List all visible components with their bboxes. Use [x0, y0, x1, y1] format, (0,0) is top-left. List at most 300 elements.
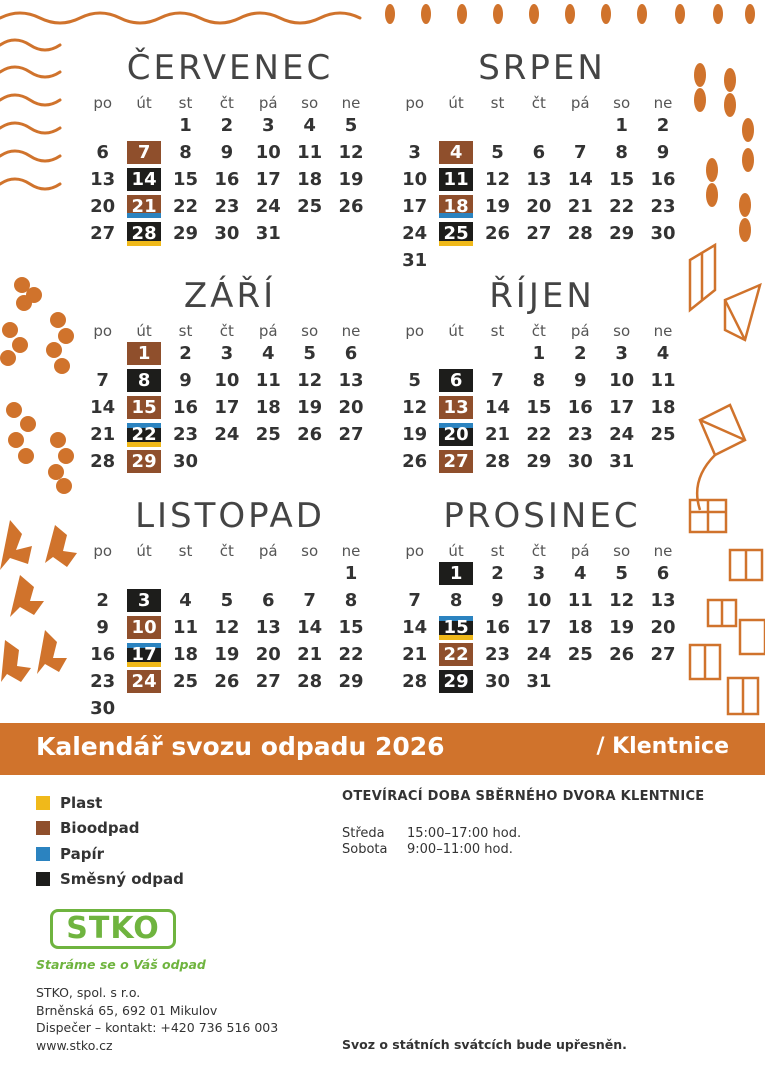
day-cell — [248, 367, 289, 394]
day-cell — [206, 112, 247, 139]
day-number: 28 — [90, 451, 116, 472]
day-number: 11 — [650, 370, 676, 391]
day-cell — [330, 340, 371, 367]
day-number: 10 — [609, 370, 635, 391]
day-number: 11 — [443, 169, 469, 190]
day-number: 6 — [261, 590, 275, 611]
day-number: 27 — [338, 424, 364, 445]
day-number: 13 — [255, 617, 281, 638]
empty-cell — [330, 695, 371, 722]
day-cell — [642, 560, 683, 587]
day-number: 16 — [484, 617, 510, 638]
day-number: 19 — [402, 424, 428, 445]
week-row — [394, 641, 690, 668]
day-number: 20 — [338, 397, 364, 418]
day-cell — [330, 614, 371, 641]
empty-cell — [82, 560, 123, 587]
weekday-header — [394, 542, 690, 560]
opening-hours — [342, 789, 704, 858]
empty-cell — [82, 340, 123, 367]
legend-item-plast: Plast — [36, 790, 184, 816]
day-number: 22 — [131, 424, 157, 445]
weekday-label: čt — [531, 94, 546, 112]
day-number: 18 — [172, 644, 198, 665]
day-cell — [601, 340, 642, 367]
day-cell — [206, 193, 247, 220]
day-number: 24 — [526, 644, 552, 665]
day-number: 30 — [484, 671, 510, 692]
empty-cell — [123, 112, 164, 139]
day-cell — [435, 614, 476, 641]
day-cell — [518, 614, 559, 641]
day-cell — [601, 193, 642, 220]
day-cell — [123, 367, 164, 394]
day-cell — [330, 112, 371, 139]
day-number: 5 — [344, 115, 358, 136]
weekday-label: pá — [258, 94, 278, 112]
day-cell — [435, 448, 476, 475]
day-cell — [206, 394, 247, 421]
day-number: 16 — [650, 169, 676, 190]
day-number: 13 — [338, 370, 364, 391]
day-number: 8 — [179, 142, 192, 163]
bio-swatch — [36, 821, 50, 835]
day-cell — [82, 367, 123, 394]
day-number: 7 — [408, 590, 421, 611]
day-cell — [123, 587, 164, 614]
day-number: 1 — [344, 563, 358, 584]
day-cell — [82, 139, 123, 166]
day-number: 12 — [609, 590, 635, 611]
day-cell — [165, 421, 206, 448]
opening-hours-title: OTEVÍRACÍ DOBA SBĚRNÉHO DVORA KLENTNICE — [342, 789, 705, 804]
weekday-label: st — [178, 322, 193, 340]
day-number: 11 — [172, 617, 198, 638]
day-number: 2 — [573, 343, 587, 364]
day-number: 4 — [656, 343, 670, 364]
day-cell — [330, 421, 371, 448]
company-slogan: Staráme se o Váš odpad — [36, 957, 206, 972]
day-number: 18 — [567, 617, 593, 638]
empty-cell — [248, 448, 289, 475]
day-number: 29 — [131, 451, 157, 472]
empty-cell — [394, 340, 435, 367]
stko-logo: STKO — [50, 909, 176, 949]
empty-cell — [477, 247, 518, 274]
day-number: 10 — [402, 169, 428, 190]
day-cell — [435, 220, 476, 247]
day-cell — [601, 448, 642, 475]
plast-swatch — [36, 796, 50, 810]
day-number: 19 — [609, 617, 635, 638]
day-number: 17 — [214, 397, 240, 418]
day-number: 24 — [255, 196, 281, 217]
day-cell — [165, 448, 206, 475]
day-cell — [330, 668, 371, 695]
company-address: STKO, spol. s r.o. Brněnská 65, 692 01 Mikulov Dispečer – kontakt: +420 736 516 003 www.stko.cz — [36, 985, 279, 1053]
day-number: 29 — [172, 223, 198, 244]
empty-cell — [289, 448, 330, 475]
day-cell — [82, 193, 123, 220]
day-cell — [206, 139, 247, 166]
day-number: 9 — [491, 590, 504, 611]
day-cell — [394, 193, 435, 220]
empty-cell — [330, 448, 371, 475]
day-number: 19 — [214, 644, 240, 665]
day-number: 11 — [297, 142, 323, 163]
weekday-label: so — [301, 94, 319, 112]
week-row — [82, 139, 378, 166]
day-number: 23 — [172, 424, 198, 445]
week-row — [394, 112, 690, 139]
day-cell — [642, 641, 683, 668]
day-cell — [123, 340, 164, 367]
day-number: 13 — [650, 590, 676, 611]
weekday-label: út — [448, 322, 464, 340]
day-cell — [165, 641, 206, 668]
day-cell — [248, 220, 289, 247]
empty-cell — [248, 695, 289, 722]
weekday-label: út — [136, 542, 152, 560]
day-number: 25 — [567, 644, 593, 665]
day-number: 19 — [297, 397, 323, 418]
day-number: 8 — [615, 142, 628, 163]
day-cell — [82, 587, 123, 614]
day-number: 19 — [338, 169, 364, 190]
holiday-note: Svoz o státních svátcích bude upřesněn. — [342, 1037, 627, 1052]
day-number: 12 — [338, 142, 364, 163]
day-number: 31 — [402, 250, 428, 271]
day-number: 31 — [255, 223, 281, 244]
day-cell — [601, 394, 642, 421]
day-cell — [206, 220, 247, 247]
day-cell — [435, 139, 476, 166]
empty-cell — [518, 112, 559, 139]
day-cell — [518, 394, 559, 421]
weekday-header — [82, 94, 378, 112]
day-cell — [248, 139, 289, 166]
day-cell — [601, 112, 642, 139]
banner-location: / Klentnice — [596, 734, 729, 759]
day-number: 28 — [402, 671, 428, 692]
week-row — [82, 112, 378, 139]
empty-cell — [248, 560, 289, 587]
weekday-header — [82, 322, 378, 340]
week-row — [394, 668, 690, 695]
day-number: 20 — [90, 196, 116, 217]
day-number: 1 — [137, 343, 151, 364]
day-number: 21 — [484, 424, 510, 445]
day-number: 24 — [402, 223, 428, 244]
day-cell — [394, 394, 435, 421]
month-zari — [82, 276, 378, 475]
day-cell — [123, 614, 164, 641]
day-cell — [289, 641, 330, 668]
day-cell — [82, 668, 123, 695]
day-number: 24 — [131, 671, 157, 692]
day-number: 27 — [90, 223, 116, 244]
day-cell — [248, 641, 289, 668]
day-number: 16 — [214, 169, 240, 190]
day-cell — [248, 166, 289, 193]
day-number: 29 — [609, 223, 635, 244]
weekday-label: po — [405, 322, 425, 340]
day-cell — [435, 166, 476, 193]
day-number: 24 — [214, 424, 240, 445]
empty-cell — [165, 695, 206, 722]
grapes-icon — [0, 277, 74, 494]
day-cell — [560, 641, 601, 668]
day-cell — [477, 614, 518, 641]
day-cell — [435, 421, 476, 448]
day-cell — [165, 193, 206, 220]
day-number: 21 — [131, 196, 157, 217]
day-number: 3 — [137, 590, 151, 611]
day-number: 16 — [567, 397, 593, 418]
day-number: 14 — [484, 397, 510, 418]
day-cell — [518, 166, 559, 193]
day-cell — [123, 193, 164, 220]
day-number: 4 — [303, 115, 316, 136]
month-title: ČERVENEC — [126, 48, 334, 88]
day-number: 2 — [179, 343, 192, 364]
day-cell — [560, 421, 601, 448]
day-cell — [477, 641, 518, 668]
week-row — [82, 448, 378, 475]
day-cell — [560, 340, 601, 367]
day-number: 20 — [526, 196, 552, 217]
day-cell — [477, 394, 518, 421]
day-cell — [289, 394, 330, 421]
month-cervenec — [82, 48, 378, 247]
empty-cell — [560, 247, 601, 274]
day-cell — [477, 193, 518, 220]
day-cell — [601, 614, 642, 641]
day-number: 21 — [90, 424, 116, 445]
day-cell — [289, 193, 330, 220]
weekday-label: po — [405, 94, 425, 112]
day-cell — [560, 448, 601, 475]
day-number: 11 — [255, 370, 281, 391]
day-cell — [560, 394, 601, 421]
empty-cell — [123, 695, 164, 722]
weekday-label: ne — [653, 322, 673, 340]
month-title: PROSINEC — [443, 496, 641, 536]
day-number: 22 — [526, 424, 552, 445]
day-cell — [642, 421, 683, 448]
day-cell — [206, 421, 247, 448]
week-row — [82, 220, 378, 247]
week-row — [394, 394, 690, 421]
month-prosinec — [394, 496, 690, 695]
day-cell — [82, 394, 123, 421]
day-cell — [330, 367, 371, 394]
company-website[interactable]: www.stko.cz — [36, 1037, 113, 1053]
month-title: LISTOPAD — [135, 496, 325, 536]
day-cell — [518, 448, 559, 475]
week-row — [394, 560, 690, 587]
weekday-header — [82, 542, 378, 560]
weekday-label: ne — [653, 94, 673, 112]
legend — [36, 790, 184, 892]
day-cell — [435, 560, 476, 587]
day-cell — [477, 448, 518, 475]
day-cell — [248, 421, 289, 448]
day-number: 19 — [484, 196, 510, 217]
legend-item-bio: Bioodpad — [36, 816, 184, 842]
day-cell — [435, 193, 476, 220]
day-cell — [518, 587, 559, 614]
legend-item-smesny: Směsný odpad — [36, 867, 184, 893]
day-number: 9 — [179, 370, 192, 391]
day-cell — [601, 421, 642, 448]
day-cell — [248, 340, 289, 367]
weekday-label: pá — [258, 322, 278, 340]
day-number: 14 — [297, 617, 323, 638]
empty-cell — [477, 340, 518, 367]
weekday-label: pá — [570, 94, 590, 112]
day-cell — [394, 587, 435, 614]
day-number: 6 — [532, 142, 546, 163]
week-row — [394, 220, 690, 247]
weekday-label: ne — [341, 94, 361, 112]
day-cell — [435, 394, 476, 421]
weekday-header — [394, 94, 690, 112]
day-cell — [601, 641, 642, 668]
day-number: 9 — [573, 370, 587, 391]
weekday-label: pá — [570, 542, 590, 560]
day-cell — [601, 560, 642, 587]
day-number: 12 — [214, 617, 240, 638]
day-number: 23 — [484, 644, 510, 665]
day-cell — [330, 641, 371, 668]
month-rijen — [394, 276, 690, 475]
day-cell — [248, 112, 289, 139]
day-number: 30 — [567, 451, 593, 472]
day-cell — [289, 112, 330, 139]
day-cell — [394, 220, 435, 247]
day-cell — [642, 614, 683, 641]
day-number: 31 — [526, 671, 552, 692]
day-number: 23 — [90, 671, 116, 692]
weekday-label: pá — [258, 542, 278, 560]
day-number: 17 — [609, 397, 635, 418]
day-cell — [289, 668, 330, 695]
day-cell — [394, 247, 435, 274]
day-number: 5 — [220, 590, 234, 611]
weekday-label: st — [490, 542, 505, 560]
day-cell — [123, 139, 164, 166]
day-cell — [477, 668, 518, 695]
day-cell — [394, 139, 435, 166]
day-number: 27 — [255, 671, 281, 692]
day-number: 16 — [172, 397, 198, 418]
day-cell — [206, 614, 247, 641]
day-cell — [123, 641, 164, 668]
day-number: 7 — [303, 590, 316, 611]
day-number: 12 — [297, 370, 323, 391]
papir-swatch — [36, 847, 50, 861]
day-number: 28 — [567, 223, 593, 244]
month-listopad — [82, 496, 378, 722]
week-row — [82, 560, 378, 587]
day-cell — [165, 112, 206, 139]
day-number: 26 — [214, 671, 240, 692]
day-cell — [560, 587, 601, 614]
day-cell — [642, 367, 683, 394]
week-row — [82, 193, 378, 220]
day-cell — [330, 193, 371, 220]
day-cell — [289, 421, 330, 448]
weekday-label: so — [613, 322, 631, 340]
day-number: 28 — [297, 671, 323, 692]
day-cell — [477, 220, 518, 247]
day-number: 4 — [449, 142, 463, 163]
weekday-header — [394, 322, 690, 340]
day-cell — [165, 614, 206, 641]
month-title: ŘÍJEN — [489, 276, 595, 316]
week-row — [82, 394, 378, 421]
empty-cell — [642, 448, 683, 475]
day-number: 22 — [609, 196, 635, 217]
day-number: 10 — [526, 590, 552, 611]
day-cell — [330, 166, 371, 193]
day-number: 17 — [402, 196, 428, 217]
day-cell — [477, 587, 518, 614]
empty-cell — [435, 112, 476, 139]
week-row — [82, 367, 378, 394]
week-row — [82, 340, 378, 367]
weekday-label: st — [490, 322, 505, 340]
day-number: 29 — [443, 671, 469, 692]
weekday-label: ne — [653, 542, 673, 560]
day-number: 21 — [402, 644, 428, 665]
day-number: 26 — [338, 196, 364, 217]
day-number: 10 — [255, 142, 281, 163]
day-number: 24 — [609, 424, 635, 445]
day-cell — [560, 614, 601, 641]
week-row — [82, 614, 378, 641]
week-row — [82, 166, 378, 193]
day-number: 26 — [402, 451, 428, 472]
weekday-label: čt — [219, 94, 234, 112]
day-cell — [165, 367, 206, 394]
day-cell — [642, 220, 683, 247]
day-cell — [123, 394, 164, 421]
day-number: 25 — [650, 424, 676, 445]
day-cell — [289, 614, 330, 641]
day-number: 2 — [656, 115, 670, 136]
day-cell — [289, 587, 330, 614]
day-number: 4 — [179, 590, 192, 611]
day-cell — [394, 641, 435, 668]
day-number: 1 — [179, 115, 192, 136]
day-number: 30 — [650, 223, 676, 244]
title-banner — [0, 723, 765, 775]
day-number: 27 — [443, 451, 469, 472]
day-number: 1 — [449, 563, 463, 584]
weekday-label: so — [613, 542, 631, 560]
day-cell — [165, 394, 206, 421]
kite-icon — [690, 245, 760, 510]
day-cell — [518, 193, 559, 220]
day-cell — [435, 587, 476, 614]
day-number: 2 — [491, 563, 504, 584]
day-number: 10 — [214, 370, 240, 391]
day-number: 17 — [255, 169, 281, 190]
day-number: 22 — [338, 644, 364, 665]
day-cell — [518, 367, 559, 394]
